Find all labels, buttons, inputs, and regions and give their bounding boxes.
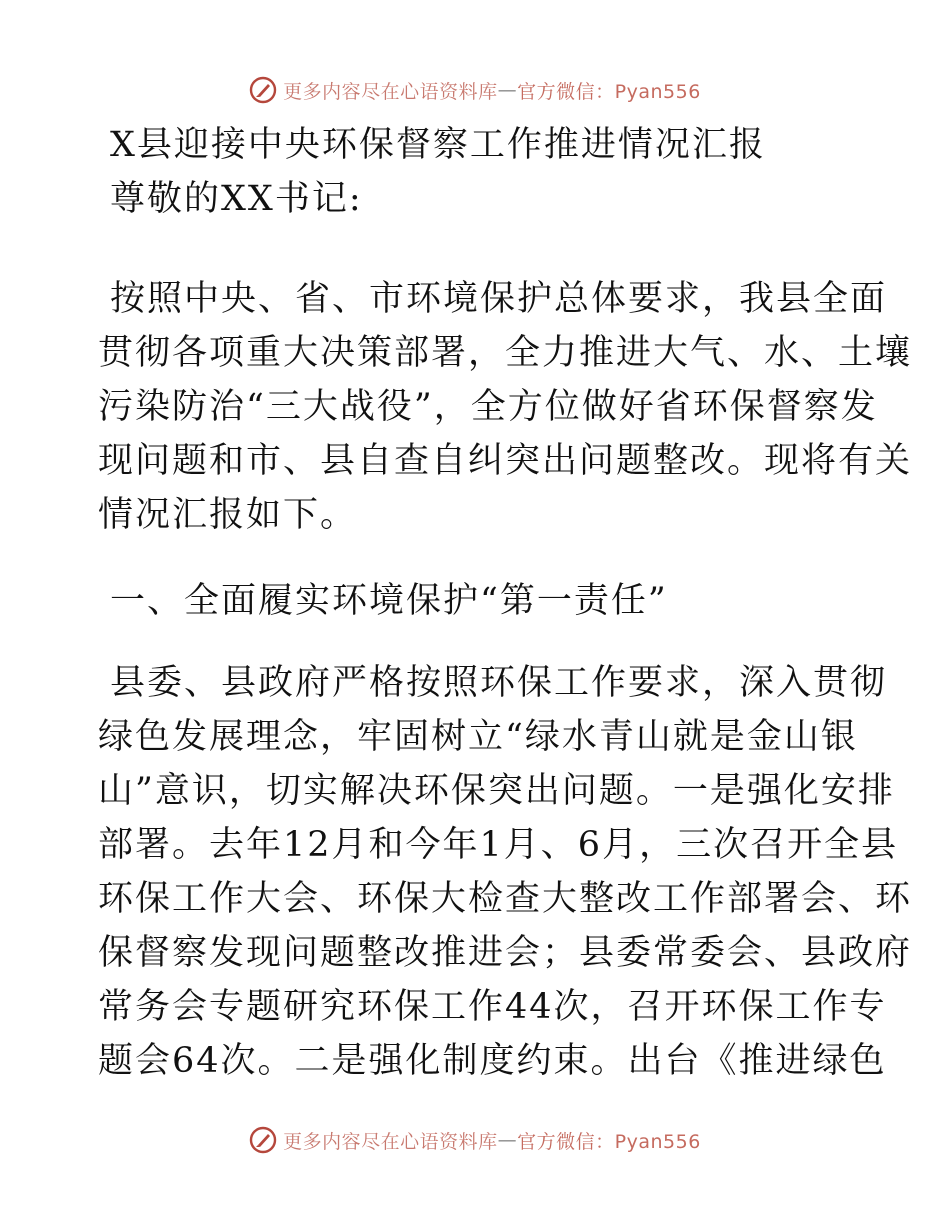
footer-watermark [0,1126,950,1154]
watermark-text: 更多内容尽在心语资料库 [283,80,498,103]
paragraph-section-one [98,656,913,1088]
salutation: 尊敬的XX书记: [110,179,363,219]
paragraph-line: 县委、县政府严格按照环保工作要求，深入贯彻 [110,663,888,703]
paragraph-line: 情况汇报如下。 [98,495,358,535]
watermark-contact: 官方微信：Pyan556 [517,1130,701,1153]
paragraph-line: 部署。去年12月和今年1月、6月，三次召开全县 [98,825,899,865]
paragraph-line: 现问题和市、县自查自纠突出问题整改。现将有关 [98,441,913,481]
paragraph-intro [98,272,913,542]
watermark-contact: 官方微信：Pyan556 [517,80,701,103]
paragraph-line: 污染防治“三大战役”，全方位做好省环保督察发 [98,387,878,427]
paragraph-line: 保督察发现问题整改推进会；县委常委会、县政府 [98,933,913,973]
section-heading-text: 一、全面履实环境保护“第一责任” [110,581,668,621]
paragraph-line: 按照中央、省、市环境保护总体要求，我县全面 [110,279,888,319]
paragraph-line: 题会64次。二是强化制度约束。出台《推进绿色 [98,1041,887,1081]
watermark-separator: — [497,79,518,101]
watermark-separator: — [497,1129,518,1151]
quill-emblem-icon [249,76,277,104]
paragraph-line: 山”意识，切实解决环保突出问题。一是强化安排 [98,771,895,811]
paragraph-line: 环保工作大会、环保大检查大整改工作部署会、环 [98,879,913,919]
paragraph-line: 贯彻各项重大决策部署，全力推进大气、水、土壤 [98,333,913,373]
paragraph-line: 常务会专题研究环保工作44次，召开环保工作专 [98,987,887,1027]
paragraph-line: 绿色发展理念，牢固树立“绿水青山就是金山银 [98,717,858,757]
section-heading [98,574,858,628]
document-title: X县迎接中央环保督察工作推进情况汇报 [110,125,766,165]
header-watermark [0,76,950,104]
quill-emblem-icon [249,1126,277,1154]
watermark-text: 更多内容尽在心语资料库 [283,1130,498,1153]
